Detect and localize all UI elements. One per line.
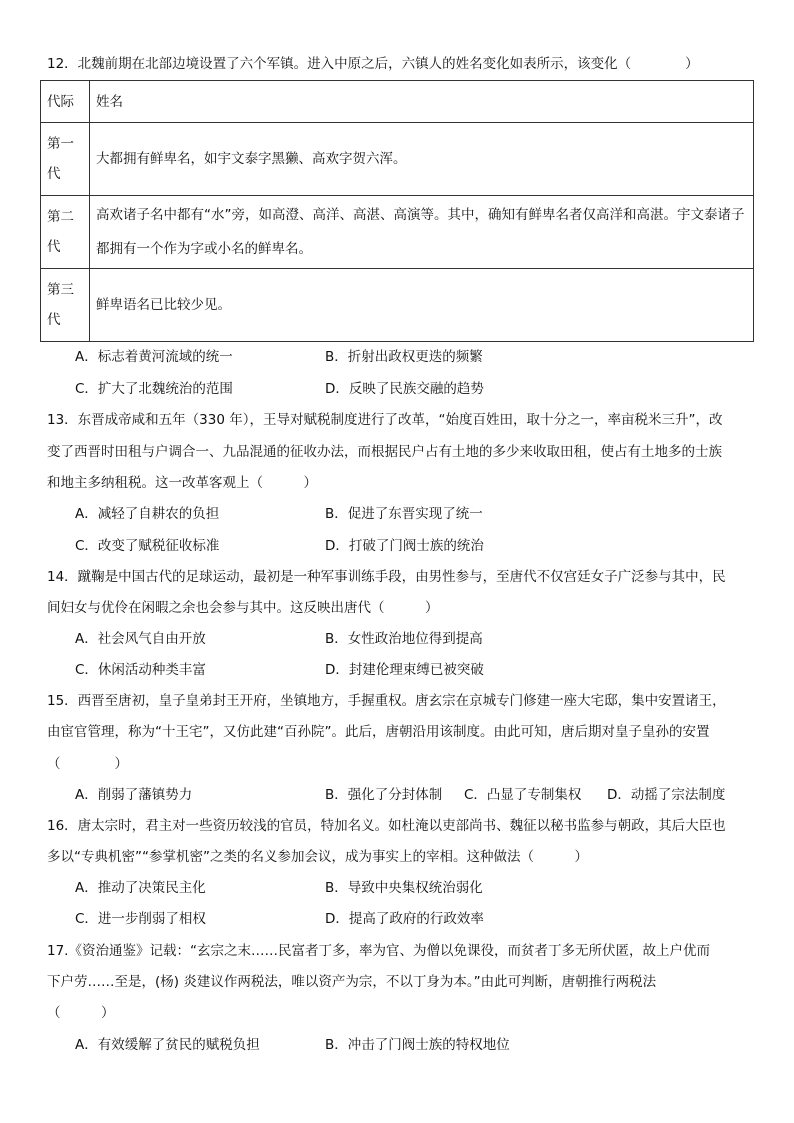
table-header-names: 姓名 [90,81,754,123]
table-row [41,269,754,342]
q14-option-a[interactable]: A．社会风气自由开放 [75,631,206,647]
q16-stem-line: 多以“专典机密”“参掌机密”之类的名义参加会议，成为事实上的宰相。这种做法（ ） [47,849,588,865]
q13-stem-line: 和地主多纳租税。这一改革客观上（ ） [47,475,317,491]
q13-stem-line: 变了西晋时田租与户调合一、九品混通的征收办法，而根据民户占有土地的多少来收取田租，使占有土地多的士族 [47,444,722,460]
q16-option-d[interactable]: D．提高了政府的行政效率 [325,911,484,927]
q16-option-c[interactable]: C．进一步削弱了相权 [75,911,206,927]
q14-stem-line: 14．蹴鞠是中国古代的足球运动，最初是一种军事训练手段，由男性参与，至唐代不仅宫廷女子广泛参与其中，民 [47,569,726,585]
generation-cell: 第一 代 [41,123,90,196]
q14-option-d[interactable]: D．封建伦理束缚已被突破 [325,662,484,678]
q13-option-a[interactable]: A．减轻了自耕农的负担 [75,506,220,522]
q15-stem-line: （ ） [47,756,128,772]
q14-stem-line: 间妇女与优伶在闲暇之余也会参与其中。这反映出唐代（ ） [47,600,439,616]
q17-stem-line: 下户劳……至是，(杨) 炎建议作两税法，唯以资产为宗，不以丁身为本。”由此可判断，唐朝推行两税法 [47,974,657,990]
q15-option-c[interactable]: C．凸显了专制集权 [464,787,582,803]
table-header-generation: 代际 [41,81,90,123]
names-cell: 大都拥有鲜卑名，如宇文泰字黑獭、高欢字贺六浑。 [90,123,754,196]
q15-stem-line: 由宦官管理，称为“十王宅”，又仿此建“百孙院”。此后，唐朝沿用该制度。由此可知，唐后期对皇子皇孙的安置 [47,724,710,740]
table-row [41,196,754,269]
q13-option-c[interactable]: C．改变了赋税征收标准 [75,538,220,554]
q12-option-d[interactable]: D．反映了民族交融的趋势 [325,381,484,397]
names-cell: 鲜卑语名已比较少见。 [90,269,754,342]
table-header-row [41,81,754,123]
q16-stem-line: 16．唐太宗时，君主对一些资历较浅的官员，特加名义。如杜淹以吏部尚书、魏征以秘书监参与朝政，其后大臣也 [47,818,726,834]
q17-option-b[interactable]: B．冲击了门阀士族的特权地位 [325,1037,510,1053]
q14-option-b[interactable]: B．女性政治地位得到提高 [325,631,483,647]
generation-cell: 第二 代 [41,196,90,269]
generation-cell: 第三 代 [41,269,90,342]
names-cell: 高欢诸子名中都有“水”旁，如高澄、高洋、高湛、高演等。其中，确知有鲜卑名者仅高洋和高湛。宇文泰诸子都拥有一个作为字或小名的鲜卑名。 [90,196,754,269]
q15-option-a[interactable]: A．削弱了藩镇势力 [75,787,193,803]
generation-names-table [40,80,754,342]
q13-stem-line: 13．东晋成帝咸和五年（330 年），王导对赋税制度进行了改革，“始度百姓田，取十分之一，率亩税米三升”，改 [47,412,723,428]
q13-option-b[interactable]: B．促进了东晋实现了统一 [325,506,483,522]
table-row [41,123,754,196]
q17-option-a[interactable]: A．有效缓解了贫民的赋税负担 [75,1037,260,1053]
q16-option-a[interactable]: A．推动了决策民主化 [75,880,206,896]
q12-option-c[interactable]: C．扩大了北魏统治的范围 [75,381,233,397]
q17-stem-line: （ ） [47,1005,115,1021]
q14-option-c[interactable]: C．休闲活动种类丰富 [75,662,206,678]
q17-stem-line: 17.《资治通鉴》记载：“玄宗之末……民富者丁多，率为官、为僧以免课役，而贫者丁多无所伏匿，故上户优而 [47,943,710,959]
q15-option-b[interactable]: B．强化了分封体制 [325,787,443,803]
q12-option-b[interactable]: B．折射出政权更迭的频繁 [325,349,483,365]
q15-option-d[interactable]: D．动摇了宗法制度 [607,787,726,803]
q16-option-b[interactable]: B．导致中央集权统治弱化 [325,880,483,896]
q15-stem-line: 15．西晋至唐初，皇子皇弟封王开府，坐镇地方，手握重权。唐玄宗在京城专门修建一座大宅邸，集中安置诸王， [47,693,726,709]
q13-option-d[interactable]: D．打破了门阀士族的统治 [325,538,484,554]
q12-option-a[interactable]: A．标志着黄河流域的统一 [75,349,233,365]
q12-stem: 12．北魏前期在北部边境设置了六个军镇。进入中原之后，六镇人的姓名变化如表所示，该变化（ ） [47,56,699,72]
